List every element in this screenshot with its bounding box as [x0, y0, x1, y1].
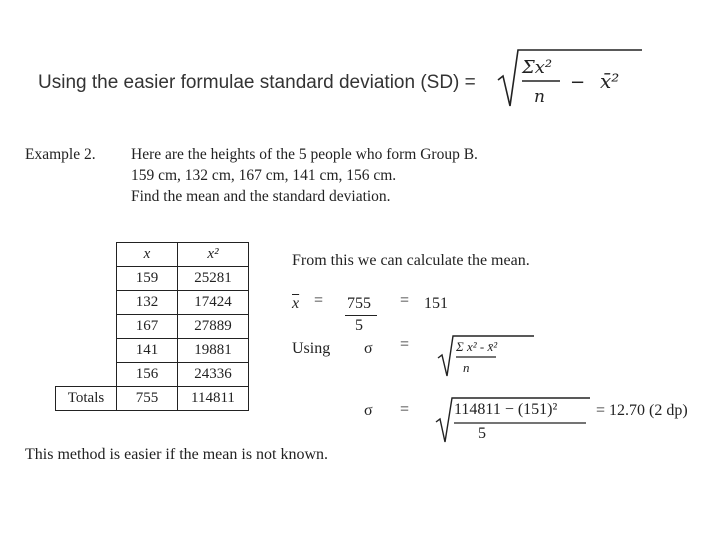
totals-x: 755	[117, 387, 178, 411]
header-x-squared: x²	[178, 243, 249, 267]
cell-x: 156	[117, 363, 178, 387]
mean-equals-2: =	[400, 292, 410, 309]
mean-symbol: $\overline{x}$	[292, 295, 300, 312]
mean-numerator: 755	[347, 295, 371, 312]
calc-denominator: 5	[478, 425, 486, 442]
cell-x-squared: 27889	[178, 315, 249, 339]
heading-formula-numerator: Σx²	[522, 57, 553, 78]
calc-result: = 12.70 (2 dp)	[596, 402, 688, 419]
heading-formula-denominator: n	[534, 87, 545, 107]
calc-numerator: 114811 − (151)²	[454, 401, 558, 418]
table-row	[56, 267, 249, 291]
page-heading: Using the easier formulae standard deviation (SD) =	[38, 72, 476, 93]
using-equals: =	[400, 336, 410, 353]
conclusion-text: This method is easier if the mean is not known.	[25, 446, 329, 463]
cell-x: 159	[117, 267, 178, 291]
example-line-1: Here are the heights of the 5 people who form Group B.	[131, 146, 478, 163]
cell-x-squared: 19881	[178, 339, 249, 363]
example-label: Example 2.	[25, 146, 96, 163]
cell-x: 167	[117, 315, 178, 339]
heading-formula-xbar-sq: x̄²	[600, 69, 620, 93]
cell-x-squared: 24336	[178, 363, 249, 387]
header-x: x	[117, 243, 178, 267]
sigma-symbol: σ	[364, 340, 373, 357]
table-totals-row	[56, 387, 249, 411]
using-formula	[436, 332, 536, 380]
mean-fraction-bar	[345, 315, 377, 316]
mean-intro: From this we can calculate the mean.	[292, 252, 530, 269]
mean-denominator: 5	[355, 317, 363, 334]
cell-x: 141	[117, 339, 178, 363]
using-label: Using	[292, 340, 331, 357]
cell-x-squared: 17424	[178, 291, 249, 315]
table-row	[56, 291, 249, 315]
totals-label: Totals	[56, 387, 117, 411]
cell-x: 132	[117, 291, 178, 315]
table-row	[56, 339, 249, 363]
using-formula-denominator: n	[463, 360, 470, 375]
using-formula-numerator: Σ x² - x̄²	[456, 339, 498, 354]
table-row	[56, 315, 249, 339]
cell-x-squared: 25281	[178, 267, 249, 291]
heading-formula	[496, 44, 656, 114]
example-line-2: 159 cm, 132 cm, 167 cm, 141 cm, 156 cm.	[131, 167, 397, 184]
table-row	[56, 363, 249, 387]
sigma-symbol-2: σ	[364, 402, 373, 419]
example-line-3: Find the mean and the standard deviation.	[131, 188, 391, 205]
totals-x-squared: 114811	[178, 387, 249, 411]
data-table	[55, 242, 249, 411]
heading-formula-minus: −	[570, 72, 586, 93]
mean-result: 151	[424, 295, 448, 312]
table-header-row	[56, 243, 249, 267]
mean-equals: =	[314, 292, 324, 309]
calc-equals: =	[400, 401, 410, 418]
